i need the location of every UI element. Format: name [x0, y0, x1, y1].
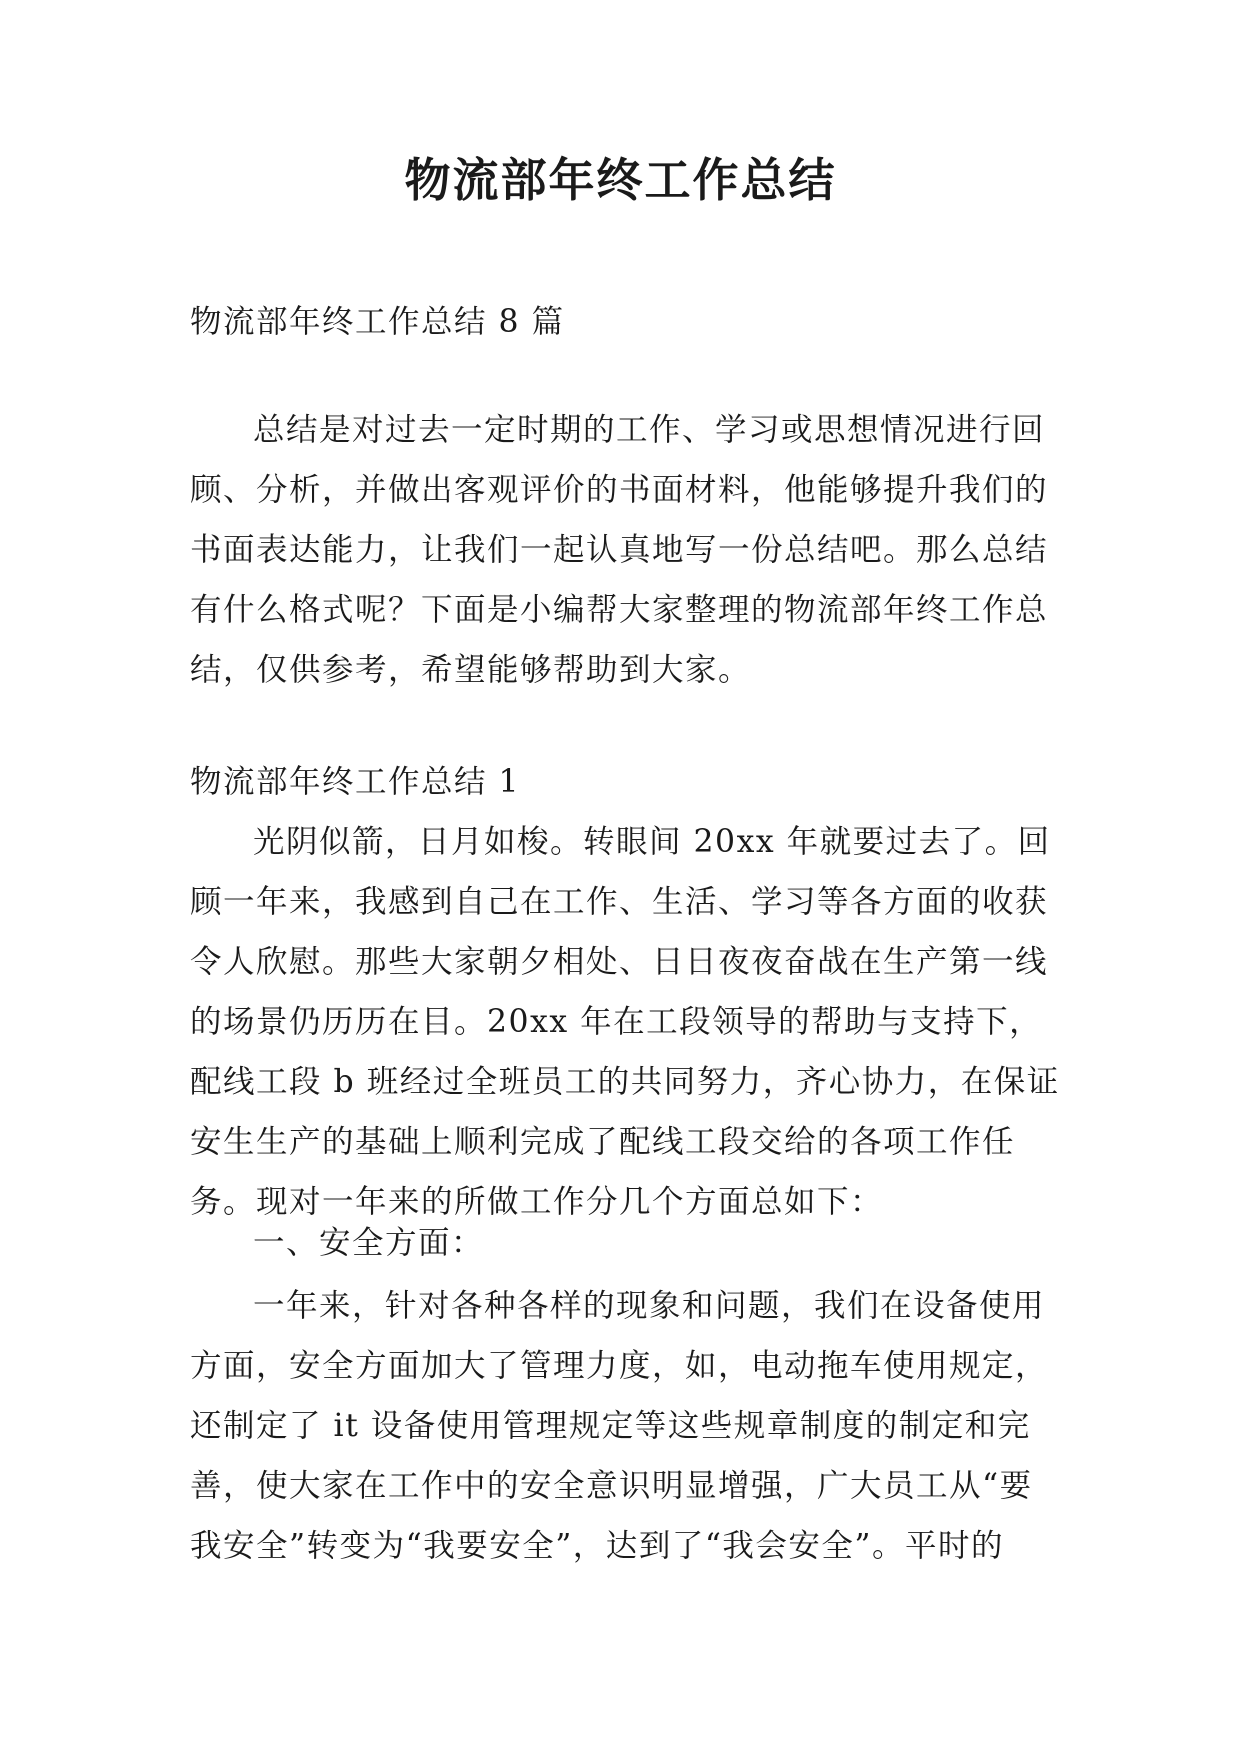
document-subtitle: 物流部年终工作总结 8 篇: [190, 304, 565, 340]
document-title: 物流部年终工作总结: [404, 153, 837, 207]
intro-paragraph: 总结是对过去一定时期的工作、学习或思想情况进行回顾、分析，并做出客观评价的书面材料，他能够提升我们的书面表达能力，让我们一起认真地写一份总结吧。那么总结有什么格式呢？下面是小编帮大家整理的物流部年终工作总结，仅供参考，希望能够帮助到大家。: [190, 412, 1049, 688]
section-paragraph: 光阴似箭，日月如梭。转眼间 20xx 年就要过去了。回顾一年来，我感到自己在工作、生活、学习等各方面的收获令人欣慰。那些大家朝夕相处、日日夜夜奋战在生产第一线的场景仍历历在目。20xx 年在工段领导的帮助与支持下，配线工段 b 班经过全班员工的共同努力，齐心协力，在保证安生生产的基础上顺利完成了配线工段交给的各项工作任务。现对一年来的所做工作分几个方面总如下：: [190, 824, 1060, 1220]
section-heading: 物流部年终工作总结 1: [190, 764, 521, 800]
subsection-heading: 一、安全方面：: [253, 1225, 485, 1261]
subsection-paragraph: 一年来，针对各种各样的现象和问题，我们在设备使用方面，安全方面加大了管理力度，如，电动拖车使用规定，还制定了 it 设备使用管理规定等这些规章制度的制定和完善，使大家在工作中的安全意识明显增强，广大员工从“要我安全”转变为“我要安全”，达到了“我会安全”。平时的: [190, 1288, 1049, 1564]
